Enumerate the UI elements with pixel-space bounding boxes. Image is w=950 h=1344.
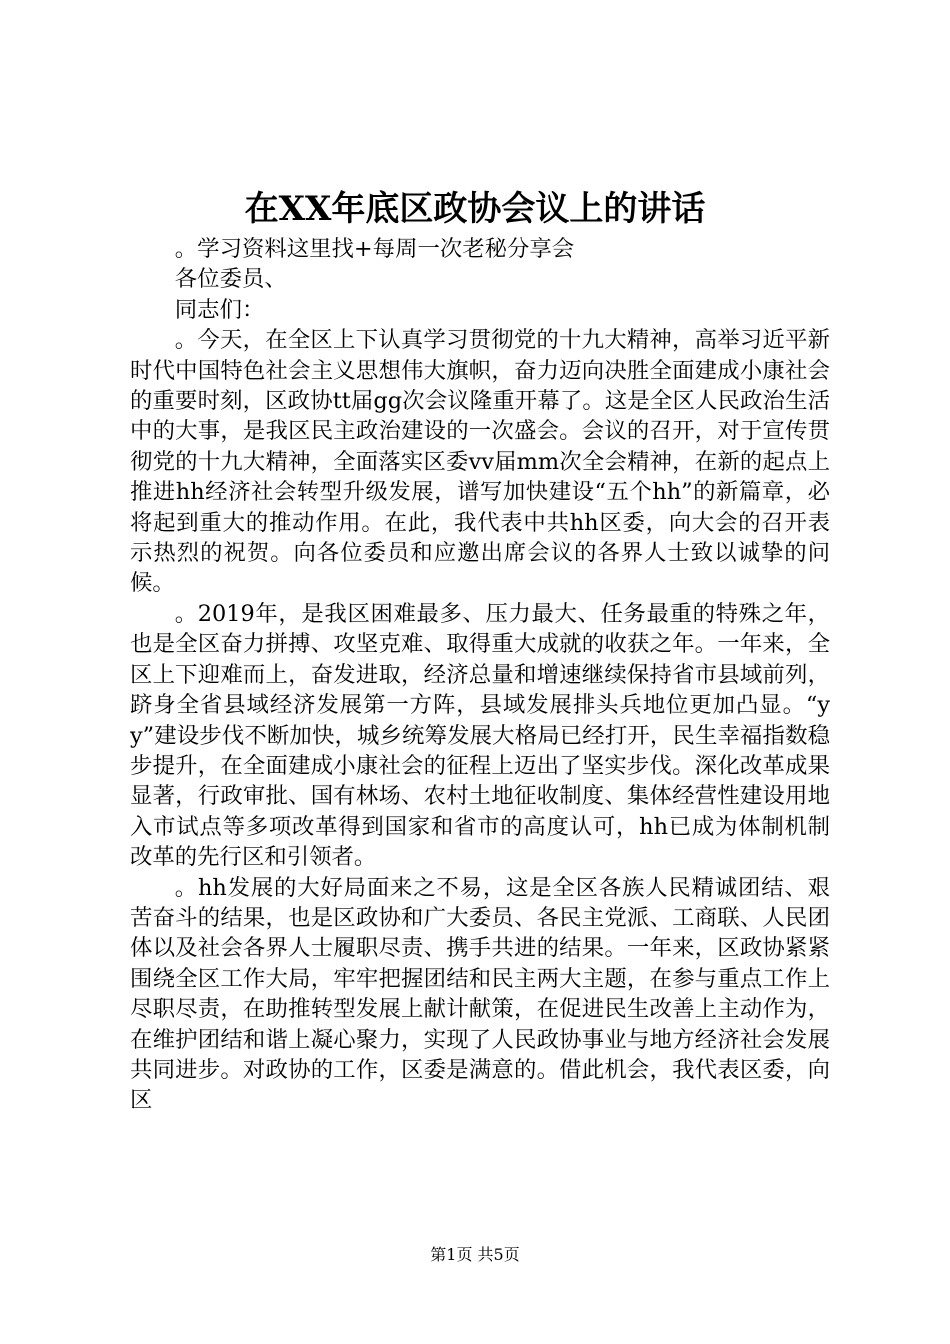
paragraph-year-review: 。2019年，是我区困难最多、压力最大、任务最重的特殊之年，也是全区奋力拼搏、攻坚克难、取得重大成就的收获之年。一年来，全区上下迎难而上，奋发进取，经济总量和增速继续保持省市县域前列，跻身全省县域经济发展第一方阵，县域发展排头兵地位更加凸显。“yy”建设步伐不断加快，城乡统筹发展大格局已经打开，民生幸福指数稳步提升，在全面建成小康社会的征程上迈出了坚实步伐。深化改革成果显著，行政审批、国有林场、农村土地征收制度、集体经营性建设用地入市试点等多项改革得到国家和省市的高度认可，hh已成为体制机制改革的先行区和引领者。 <box>130 600 830 871</box>
paragraph-intro-note: 。学习资料这里找+每周一次老秘分享会 <box>174 236 575 262</box>
paragraph-salutation-comrades: 同志们： <box>174 296 265 323</box>
paragraph-opening: 。今天，在全区上下认真学习贯彻党的十九大精神，高举习近平新时代中国特色社会主义思想伟大旗帜，奋力迈向决胜全面建成小康社会的重要时刻，区政协tt届gg次会议隆重开幕了。这是全区人民政治生活中的大事，是我区民主政治建设的一次盛会。会议的召开，对于宣传贯彻党的十九大精神，全面落实区委vv届mm次全会精神，在新的起点上推进hh经济社会转型升级发展，谱写加快建设“五个hh”的新篇章，必将起到重大的推动作用。在此，我代表中共hh区委，向大会的召开表示热烈的祝贺。向各位委员和应邀出席会议的各界人士致以诚挚的问候。 <box>130 327 830 597</box>
document-title: 在XX年底区政协会议上的讲话 <box>244 189 706 229</box>
paragraph-salutation-members: 各位委员、 <box>174 266 287 293</box>
page-number-footer: 第1页 共5页 <box>430 1245 520 1264</box>
document-body <box>130 234 830 1116</box>
paragraph-cppcc-work: 。hh发展的大好局面来之不易，这是全区各族人民精诚团结、艰苦奋斗的结果，也是区政协和广大委员、各民主党派、工商联、人民团体以及社会各界人士履职尽责、携手共进的结果。一年来，区政协紧紧围绕全区工作大局，牢牢把握团结和民主两大主题，在参与重点工作上尽职尽责，在助推转型发展上献计献策，在促进民生改善上主动作为，在维护团结和谐上凝心聚力，实现了人民政协事业与地方经济社会发展共同进步。对政协的工作，区委是满意的。借此机会，我代表区委，向区 <box>130 874 830 1114</box>
